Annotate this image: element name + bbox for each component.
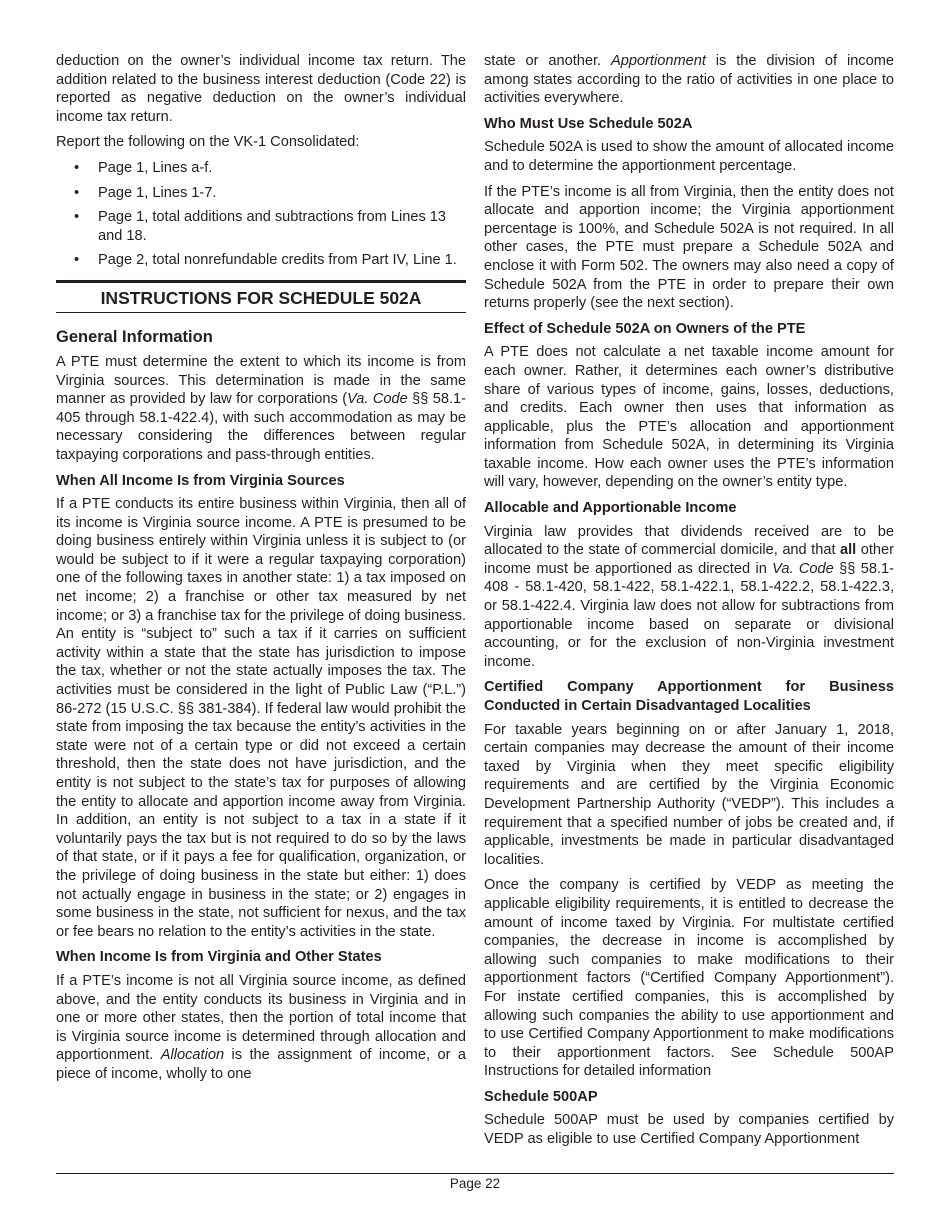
who-must-use-paragraph: Schedule 502A is used to show the amount of allocated income and to determine the apportionment percentage. bbox=[484, 139, 894, 174]
report-line: Report the following on the VK-1 Consolidated: bbox=[56, 134, 360, 151]
allocable-income-paragraph: Virginia law provides that dividends received are to be allocated to the state of commercial domicile, and that all other income must be apportioned as directed in Va. Code §§ 58.1-408 - 58.1-420, 58.1-422, 58.1-422.1, 58.1-422.2, 58.1-422.3, or 58.1-422.4. Virginia law does not allow for subtractions from apportionable income based on separate or divisional accounting, or for the exclusion of non-Virginia investment income. bbox=[484, 523, 894, 670]
when-all-income-heading: When All Income Is from Virginia Sources bbox=[56, 472, 345, 489]
when-all-income-paragraph: If a PTE conducts its entire business within Virginia, then all of its income is Virginia source income. A PTE is presumed to be doing business entirely within Virginia unless it is subject to (or would be subject to if it were a regular taxpaying corporation) one of the following taxes in another state: 1) a tax imposed on net income; 2) a franchise or other tax measured by net income; or 3) a franchise tax for the privilege of doing business. An entity is “subject to” such a tax if it carries on sufficient activity within a state that the state has jurisdiction to impose the tax, whether or not the state actually imposes the tax. The activities must be considered in the light of Public Law (“P.L.”) 86-272 (15 U.S.C. §§ 381-384). If federal law would prohibit the state from imposing the tax because the entity’s activities in the state were not of a certain type or did not exceed a certain threshold, then the state does not have jurisdiction, and the entity is not subject to the state’s tax for purposes of allowing the entity to allocate and apportion income away from Virginia. In addition, an entity is not subject to a tax in a state if it voluntarily pays the tax but is not required to do so by the laws of that state, or if it pays a fee for qualification, organization, or the privilege of doing business in the state but either: 1) does not actually engage in business in the state; or 2) engages in some business in the state, not sufficient for nexus, and the tax or fee bears no relation to the entity’s activities in the state. bbox=[56, 496, 466, 940]
certified-company-paragraph-2: Once the company is certified by VEDP as meeting the applicable eligibility requirements, it is entitled to decrease the amount of income taxed by Virginia. For multistate certified companies, the decrease in income is accomplished by allowing such companies to make modifications to their apportionment factors (“Certified Company Apportionment”). For instate certified companies, this is accomplished by allowing such companies the ability to use apportionment and to use Certified Company Apportionment to make modifications to their apportionment factors. See Schedule 500AP Instructions for detailed information bbox=[484, 877, 894, 1080]
list-item: • Page 1, total additions and subtractions from Lines 13 and 18. bbox=[74, 209, 447, 244]
schedule-500ap-paragraph: Schedule 500AP must be used by companies certified by VEDP as eligible to use Certified Company Apportionment bbox=[484, 1112, 894, 1148]
general-information-heading: General Information bbox=[56, 327, 213, 346]
page-number: Page 22 bbox=[449, 1176, 501, 1191]
bullet-icon: • bbox=[74, 184, 80, 201]
schedule-500ap-heading: Schedule 500AP bbox=[484, 1088, 598, 1105]
bullet-icon: • bbox=[74, 159, 80, 176]
right-column bbox=[484, 52, 894, 1156]
list-item: • Page 1, Lines 1-7. bbox=[74, 184, 217, 201]
allocable-income-heading: Allocable and Apportionable Income bbox=[484, 500, 737, 517]
list-item: • Page 1, Lines a-f. bbox=[74, 159, 213, 176]
section-title: INSTRUCTIONS FOR SCHEDULE 502A bbox=[56, 280, 466, 313]
certified-company-heading: Certified Company Apportionment for Business Conducted in Certain Disadvantaged Localities bbox=[484, 679, 894, 714]
report-list bbox=[56, 159, 466, 270]
footer-divider bbox=[56, 1173, 894, 1174]
apportionment-continuation-paragraph: state or another. Apportionment is the division of income among states according to the ratio of activities in one place to activities everywhere. bbox=[484, 53, 894, 107]
general-information-paragraph: A PTE must determine the extent to which its income is from Virginia sources. This determination is made in the same manner as provided by law for corporations (Va. Code §§ 58.1-405 through 58.1-422.4), with such accommodation as may be necessary considering the differences between regular taxpaying corporations and pass-through entities. bbox=[56, 353, 466, 463]
when-income-other-states-heading: When Income Is from Virginia and Other States bbox=[56, 949, 382, 966]
certified-company-paragraph: For taxable years beginning on or after January 1, 2018, certain companies may decrease the amount of their income taxed by Virginia when they meet specific eligibility requirements and are certified by the Virginia Economic Development Partnership Authority (“VEDP”). This includes a requirement that a specified number of jobs be created and, if applicable, investments be made in particular disadvantaged localities. bbox=[484, 721, 894, 868]
effect-on-owners-heading: Effect of Schedule 502A on Owners of the PTE bbox=[484, 320, 806, 337]
who-must-use-paragraph-2: If the PTE’s income is all from Virginia, then the entity does not allocate and apportion income; the Virginia apportionment percentage is 100%, and Schedule 502A is not required. In all other cases, the PTE must prepare a Schedule 502A and enclose it with Form 502. The owners may also need a copy of Schedule 502A from the PTE in order to prepare their own returns properly (see the next section). bbox=[484, 183, 894, 312]
when-income-other-states-paragraph: If a PTE’s income is not all Virginia source income, as defined above, and the entity conducts its business in Virginia and in one or more other states, then the portion of total income that is Virginia source income is determined through allocation and apportionment. Allocation is the assignment of income, or a piece of income, wholly to one bbox=[56, 972, 466, 1082]
list-item: • Page 2, total nonrefundable credits from Part IV, Line 1. bbox=[74, 252, 457, 269]
bullet-icon: • bbox=[74, 252, 80, 269]
who-must-use-heading: Who Must Use Schedule 502A bbox=[484, 115, 693, 132]
effect-on-owners-paragraph: A PTE does not calculate a net taxable income amount for each owner. Rather, it determines each owner’s distributive share of various types of income, gains, losses, deductions, and credits. Each owner then uses that information as applicable, plus the PTE’s allocation and apportionment information from Schedule 502A, in determining its Virginia taxable income. How each owner uses the PTE’s information will vary, however, depending on the owner’s entity type. bbox=[484, 344, 894, 491]
left-column bbox=[56, 52, 466, 1091]
intro-paragraph: deduction on the owner’s individual income tax return. The addition related to the business interest deduction (Code 22) is reported as negative deduction on the owner’s individual income tax return. bbox=[56, 53, 466, 125]
bullet-icon: • bbox=[74, 209, 80, 226]
